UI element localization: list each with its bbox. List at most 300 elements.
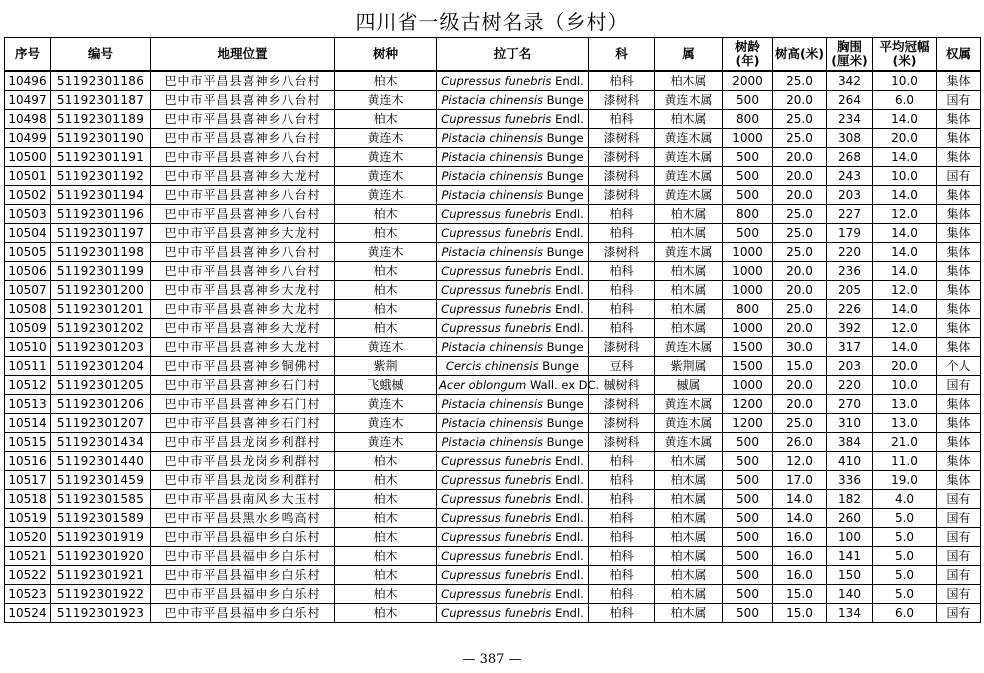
table-row (5, 414, 981, 433)
header-species: 树种 (335, 38, 437, 72)
latin-author: Bunge (546, 187, 584, 202)
table-row (5, 319, 981, 338)
cell-species: 柏木 (335, 319, 437, 338)
cell-location: 巴中市平昌县喜神乡大龙村 (151, 281, 335, 300)
cell-age: 500 (723, 585, 773, 604)
header-age-line1: 树龄 (734, 39, 760, 54)
header-height: 树高(米) (773, 38, 827, 72)
cell-location: 巴中市平昌县福申乡白乐村 (151, 547, 335, 566)
cell-species: 柏木 (335, 547, 437, 566)
cell-girth: 308 (827, 129, 873, 148)
cell-height: 30.0 (773, 338, 827, 357)
cell-crown: 19.0 (873, 471, 937, 490)
cell-seq: 10523 (5, 585, 51, 604)
cell-latin (437, 395, 589, 414)
latin-binomial: Pistacia chinensis (441, 396, 544, 411)
cell-location: 巴中市平昌县喜神乡大龙村 (151, 224, 335, 243)
cell-owner: 国有 (937, 509, 981, 528)
cell-species: 柏木 (335, 300, 437, 319)
cell-crown: 11.0 (873, 452, 937, 471)
cell-girth: 392 (827, 319, 873, 338)
cell-seq: 10498 (5, 110, 51, 129)
cell-location: 巴中市平昌县福申乡白乐村 (151, 585, 335, 604)
cell-latin (437, 243, 589, 262)
cell-genus: 黄连木属 (655, 395, 723, 414)
cell-code: 51192301923 (51, 604, 151, 623)
cell-latin (437, 167, 589, 186)
cell-age: 500 (723, 547, 773, 566)
cell-family: 柏科 (589, 300, 655, 319)
cell-genus: 黄连木属 (655, 433, 723, 452)
latin-author: Bunge (546, 92, 584, 107)
cell-species: 黄连木 (335, 433, 437, 452)
table-row (5, 129, 981, 148)
cell-crown: 20.0 (873, 129, 937, 148)
table-row (5, 300, 981, 319)
cell-crown: 21.0 (873, 433, 937, 452)
cell-height: 20.0 (773, 262, 827, 281)
latin-binomial: Cupressus funebris (441, 301, 552, 316)
cell-height: 25.0 (773, 300, 827, 319)
cell-family: 漆树科 (589, 395, 655, 414)
cell-location: 巴中市平昌县喜神乡八台村 (151, 243, 335, 262)
cell-genus: 柏木属 (655, 604, 723, 623)
cell-owner: 国有 (937, 547, 981, 566)
table-row (5, 224, 981, 243)
cell-species: 柏木 (335, 490, 437, 509)
cell-genus: 柏木属 (655, 452, 723, 471)
cell-seq: 10508 (5, 300, 51, 319)
latin-binomial: Pistacia chinensis (441, 149, 544, 164)
cell-location: 巴中市平昌县龙岗乡利群村 (151, 471, 335, 490)
latin-binomial: Cupressus funebris (441, 567, 552, 582)
cell-girth: 179 (827, 224, 873, 243)
cell-crown: 12.0 (873, 281, 937, 300)
cell-species: 柏木 (335, 205, 437, 224)
cell-owner: 集体 (937, 224, 981, 243)
header-location: 地理位置 (151, 38, 335, 72)
cell-family: 柏科 (589, 110, 655, 129)
latin-author: Endl. (555, 529, 584, 544)
cell-location: 巴中市平昌县喜神乡八台村 (151, 262, 335, 281)
latin-binomial: Cupressus funebris (441, 548, 552, 563)
cell-seq: 10503 (5, 205, 51, 224)
latin-binomial: Cupressus funebris (441, 282, 552, 297)
latin-author: Bunge (546, 434, 584, 449)
cell-code: 51192301207 (51, 414, 151, 433)
cell-crown: 13.0 (873, 414, 937, 433)
cell-code: 51192301198 (51, 243, 151, 262)
table-row (5, 471, 981, 490)
cell-species: 柏木 (335, 585, 437, 604)
cell-crown: 14.0 (873, 300, 937, 319)
cell-age: 500 (723, 186, 773, 205)
cell-code: 51192301187 (51, 91, 151, 110)
cell-girth: 270 (827, 395, 873, 414)
cell-height: 20.0 (773, 395, 827, 414)
cell-age: 1500 (723, 338, 773, 357)
cell-family: 漆树科 (589, 433, 655, 452)
cell-latin (437, 471, 589, 490)
cell-code: 51192301189 (51, 110, 151, 129)
cell-code: 51192301206 (51, 395, 151, 414)
cell-crown: 5.0 (873, 566, 937, 585)
cell-family: 柏科 (589, 509, 655, 528)
latin-binomial: Cupressus funebris (441, 586, 552, 601)
cell-owner: 国有 (937, 490, 981, 509)
cell-location: 巴中市平昌县喜神乡大龙村 (151, 319, 335, 338)
header-owner: 权属 (937, 38, 981, 72)
cell-family: 槭树科 (589, 376, 655, 395)
table-row (5, 528, 981, 547)
cell-genus: 柏木属 (655, 300, 723, 319)
cell-crown: 10.0 (873, 71, 937, 91)
cell-location: 巴中市平昌县喜神乡大龙村 (151, 167, 335, 186)
cell-genus: 柏木属 (655, 566, 723, 585)
latin-author: Endl. (555, 510, 584, 525)
cell-seq: 10522 (5, 566, 51, 585)
cell-seq: 10499 (5, 129, 51, 148)
table-row (5, 262, 981, 281)
cell-species: 柏木 (335, 528, 437, 547)
cell-family: 漆树科 (589, 148, 655, 167)
cell-genus: 柏木属 (655, 224, 723, 243)
cell-seq: 10524 (5, 604, 51, 623)
cell-seq: 10500 (5, 148, 51, 167)
cell-seq: 10507 (5, 281, 51, 300)
cell-code: 51192301186 (51, 71, 151, 91)
cell-seq: 10520 (5, 528, 51, 547)
header-age-line2: (年) (735, 53, 760, 68)
latin-binomial: Pistacia chinensis (441, 92, 544, 107)
cell-code: 51192301201 (51, 300, 151, 319)
latin-author: Bunge (546, 149, 584, 164)
table-row (5, 71, 981, 91)
cell-crown: 5.0 (873, 528, 937, 547)
cell-height: 25.0 (773, 243, 827, 262)
cell-seq: 10511 (5, 357, 51, 376)
cell-genus: 黄连木属 (655, 243, 723, 262)
cell-genus: 黄连木属 (655, 338, 723, 357)
cell-girth: 243 (827, 167, 873, 186)
cell-owner: 集体 (937, 148, 981, 167)
cell-girth: 227 (827, 205, 873, 224)
cell-crown: 12.0 (873, 319, 937, 338)
cell-age: 500 (723, 566, 773, 585)
cell-owner: 集体 (937, 110, 981, 129)
cell-seq: 10513 (5, 395, 51, 414)
latin-author: Endl. (555, 206, 584, 221)
cell-species: 柏木 (335, 604, 437, 623)
cell-code: 51192301204 (51, 357, 151, 376)
ancient-tree-table (4, 37, 981, 623)
cell-crown: 5.0 (873, 585, 937, 604)
cell-height: 20.0 (773, 376, 827, 395)
cell-location: 巴中市平昌县喜神乡石门村 (151, 376, 335, 395)
cell-latin (437, 71, 589, 91)
header-latin: 拉丁名 (437, 38, 589, 72)
cell-crown: 5.0 (873, 547, 937, 566)
cell-age: 500 (723, 490, 773, 509)
cell-girth: 182 (827, 490, 873, 509)
cell-family: 漆树科 (589, 91, 655, 110)
cell-age: 500 (723, 452, 773, 471)
latin-author: Endl. (555, 567, 584, 582)
header-family: 科 (589, 38, 655, 72)
cell-height: 25.0 (773, 71, 827, 91)
table-row (5, 110, 981, 129)
cell-genus: 柏木属 (655, 281, 723, 300)
table-row (5, 338, 981, 357)
cell-seq: 10505 (5, 243, 51, 262)
cell-location: 巴中市平昌县黑水乡鸣高村 (151, 509, 335, 528)
table-row (5, 91, 981, 110)
table-row (5, 357, 981, 376)
cell-code: 51192301589 (51, 509, 151, 528)
cell-genus: 黄连木属 (655, 186, 723, 205)
cell-latin (437, 300, 589, 319)
cell-height: 20.0 (773, 91, 827, 110)
cell-crown: 14.0 (873, 186, 937, 205)
cell-age: 500 (723, 148, 773, 167)
cell-girth: 384 (827, 433, 873, 452)
cell-girth: 342 (827, 71, 873, 91)
cell-code: 51192301202 (51, 319, 151, 338)
latin-author: Bunge (546, 396, 584, 411)
cell-latin (437, 604, 589, 623)
cell-owner: 国有 (937, 376, 981, 395)
cell-location: 巴中市平昌县福申乡白乐村 (151, 604, 335, 623)
header-crown (873, 38, 937, 72)
latin-binomial: Pistacia chinensis (441, 339, 544, 354)
cell-girth: 141 (827, 547, 873, 566)
cell-code: 51192301200 (51, 281, 151, 300)
cell-seq: 10502 (5, 186, 51, 205)
cell-latin (437, 452, 589, 471)
cell-owner: 国有 (937, 528, 981, 547)
table-row (5, 509, 981, 528)
cell-age: 1000 (723, 319, 773, 338)
cell-height: 25.0 (773, 129, 827, 148)
cell-seq: 10517 (5, 471, 51, 490)
cell-owner: 集体 (937, 281, 981, 300)
latin-binomial: Cupressus funebris (441, 605, 552, 620)
cell-family: 柏科 (589, 528, 655, 547)
cell-owner: 国有 (937, 167, 981, 186)
cell-latin (437, 585, 589, 604)
cell-latin (437, 414, 589, 433)
cell-girth: 205 (827, 281, 873, 300)
cell-location: 巴中市平昌县喜神乡大龙村 (151, 300, 335, 319)
cell-height: 16.0 (773, 528, 827, 547)
latin-author: Endl. (555, 263, 584, 278)
cell-species: 黄连木 (335, 395, 437, 414)
cell-species: 柏木 (335, 509, 437, 528)
cell-species: 柏木 (335, 566, 437, 585)
cell-family: 柏科 (589, 205, 655, 224)
cell-height: 20.0 (773, 319, 827, 338)
latin-author: Endl. (555, 320, 584, 335)
cell-crown: 14.0 (873, 243, 937, 262)
latin-binomial: Pistacia chinensis (441, 434, 544, 449)
cell-code: 51192301434 (51, 433, 151, 452)
cell-owner: 集体 (937, 414, 981, 433)
table-row (5, 167, 981, 186)
cell-code: 51192301192 (51, 167, 151, 186)
cell-owner: 集体 (937, 71, 981, 91)
cell-age: 1500 (723, 357, 773, 376)
cell-girth: 203 (827, 186, 873, 205)
latin-author: Wall. ex DC. (529, 377, 600, 392)
latin-binomial: Cupressus funebris (441, 320, 552, 335)
cell-genus: 柏木属 (655, 471, 723, 490)
cell-species: 柏木 (335, 71, 437, 91)
cell-latin (437, 509, 589, 528)
cell-height: 14.0 (773, 509, 827, 528)
cell-crown: 14.0 (873, 110, 937, 129)
header-genus: 属 (655, 38, 723, 72)
table-row (5, 585, 981, 604)
cell-location: 巴中市平昌县喜神乡铜佛村 (151, 357, 335, 376)
latin-author: Bunge (546, 415, 584, 430)
cell-genus: 柏木属 (655, 110, 723, 129)
cell-height: 16.0 (773, 566, 827, 585)
header-age (723, 38, 773, 72)
cell-genus: 柏木属 (655, 528, 723, 547)
cell-genus: 黄连木属 (655, 414, 723, 433)
latin-author: Endl. (555, 453, 584, 468)
cell-species: 柏木 (335, 281, 437, 300)
cell-crown: 12.0 (873, 205, 937, 224)
cell-seq: 10512 (5, 376, 51, 395)
cell-species: 飞蛾槭 (335, 376, 437, 395)
cell-family: 柏科 (589, 471, 655, 490)
cell-latin (437, 319, 589, 338)
cell-owner: 国有 (937, 566, 981, 585)
cell-family: 柏科 (589, 319, 655, 338)
cell-genus: 柏木属 (655, 547, 723, 566)
cell-latin (437, 129, 589, 148)
cell-crown: 4.0 (873, 490, 937, 509)
table-row (5, 186, 981, 205)
cell-height: 17.0 (773, 471, 827, 490)
cell-owner: 集体 (937, 186, 981, 205)
latin-author: Bunge (546, 339, 584, 354)
latin-binomial: Cupressus funebris (441, 111, 552, 126)
cell-girth: 310 (827, 414, 873, 433)
latin-binomial: Cupressus funebris (441, 225, 552, 240)
cell-family: 漆树科 (589, 186, 655, 205)
cell-owner: 集体 (937, 262, 981, 281)
latin-author: Endl. (555, 491, 584, 506)
table-row (5, 490, 981, 509)
cell-girth: 236 (827, 262, 873, 281)
cell-age: 500 (723, 528, 773, 547)
cell-girth: 317 (827, 338, 873, 357)
latin-author: Endl. (555, 225, 584, 240)
cell-code: 51192301919 (51, 528, 151, 547)
cell-location: 巴中市平昌县龙岗乡利群村 (151, 433, 335, 452)
latin-author: Bunge (542, 358, 580, 373)
cell-family: 柏科 (589, 490, 655, 509)
latin-author: Endl. (555, 73, 584, 88)
cell-seq: 10496 (5, 71, 51, 91)
cell-crown: 13.0 (873, 395, 937, 414)
cell-species: 柏木 (335, 262, 437, 281)
cell-crown: 14.0 (873, 262, 937, 281)
cell-height: 14.0 (773, 490, 827, 509)
table-row (5, 452, 981, 471)
cell-code: 51192301920 (51, 547, 151, 566)
cell-species: 黄连木 (335, 167, 437, 186)
cell-family: 漆树科 (589, 167, 655, 186)
cell-code: 51192301203 (51, 338, 151, 357)
cell-latin (437, 547, 589, 566)
cell-species: 黄连木 (335, 414, 437, 433)
cell-height: 25.0 (773, 224, 827, 243)
cell-seq: 10518 (5, 490, 51, 509)
latin-binomial: Cupressus funebris (441, 73, 552, 88)
cell-crown: 20.0 (873, 357, 937, 376)
latin-author: Endl. (555, 548, 584, 563)
cell-crown: 5.0 (873, 509, 937, 528)
cell-crown: 6.0 (873, 604, 937, 623)
cell-latin (437, 110, 589, 129)
cell-latin (437, 186, 589, 205)
cell-species: 黄连木 (335, 129, 437, 148)
cell-location: 巴中市平昌县喜神乡大龙村 (151, 338, 335, 357)
cell-age: 1200 (723, 414, 773, 433)
latin-binomial: Cupressus funebris (441, 263, 552, 278)
cell-code: 51192301199 (51, 262, 151, 281)
cell-girth: 150 (827, 566, 873, 585)
latin-author: Bunge (546, 130, 584, 145)
cell-owner: 国有 (937, 604, 981, 623)
cell-code: 51192301585 (51, 490, 151, 509)
cell-location: 巴中市平昌县喜神乡八台村 (151, 148, 335, 167)
cell-age: 800 (723, 205, 773, 224)
cell-latin (437, 262, 589, 281)
latin-author: Endl. (555, 472, 584, 487)
cell-age: 500 (723, 433, 773, 452)
latin-binomial: Pistacia chinensis (441, 130, 544, 145)
cell-age: 500 (723, 604, 773, 623)
cell-species: 柏木 (335, 471, 437, 490)
latin-binomial: Pistacia chinensis (441, 415, 544, 430)
cell-girth: 220 (827, 243, 873, 262)
cell-family: 柏科 (589, 262, 655, 281)
cell-age: 2000 (723, 71, 773, 91)
cell-species: 黄连木 (335, 243, 437, 262)
cell-species: 柏木 (335, 110, 437, 129)
cell-owner: 集体 (937, 243, 981, 262)
cell-family: 漆树科 (589, 414, 655, 433)
latin-binomial: Cupressus funebris (441, 453, 552, 468)
cell-owner: 集体 (937, 338, 981, 357)
cell-age: 1000 (723, 129, 773, 148)
cell-girth: 220 (827, 376, 873, 395)
cell-height: 20.0 (773, 281, 827, 300)
table-row (5, 433, 981, 452)
cell-owner: 国有 (937, 585, 981, 604)
cell-genus: 柏木属 (655, 509, 723, 528)
cell-age: 500 (723, 91, 773, 110)
table-header-row (5, 38, 981, 72)
cell-owner: 集体 (937, 395, 981, 414)
cell-height: 15.0 (773, 585, 827, 604)
cell-location: 巴中市平昌县喜神乡八台村 (151, 186, 335, 205)
cell-species: 黄连木 (335, 148, 437, 167)
